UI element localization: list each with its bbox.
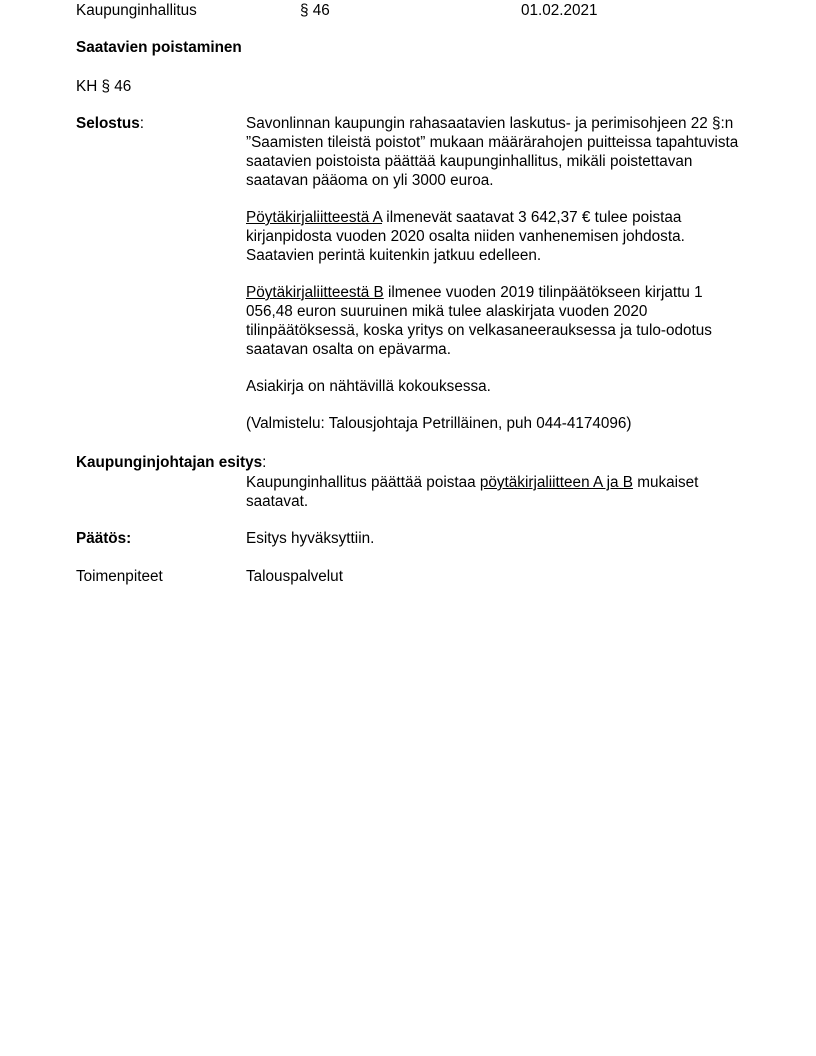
attachment-a-link[interactable]: Pöytäkirjaliitteestä A <box>246 209 383 226</box>
selostus-paragraph-4: Asiakirja on nähtävillä kokouksessa. <box>246 378 491 395</box>
paatos-text: Esitys hyväksyttiin. <box>246 530 375 547</box>
esitys-text-after: mukaiset saatavat. <box>246 474 699 510</box>
selostus-paragraph-2-text: ilmenevät saatavat 3 642,37 € tulee poistaa kirjanpidosta vuoden 2020 osalta niiden vanhenemisen johdosta. Saatavien perintä kuitenkin jatkuu edelleen. <box>246 209 685 264</box>
selostus-label-text: Selostus <box>76 115 140 132</box>
header-organization: Kaupunginhallitus <box>76 2 197 19</box>
selostus-paragraph-3 <box>246 283 746 359</box>
attachment-ab-link[interactable]: pöytäkirjaliitteen A ja B <box>479 474 633 491</box>
selostus-content <box>246 114 746 433</box>
header-section-number: § 46 <box>300 2 330 19</box>
section-reference: KH § 46 <box>76 78 132 95</box>
selostus-paragraph-5: (Valmistelu: Talousjohtaja Petrilläinen, puh 044-4174096) <box>246 415 632 432</box>
toimenpiteet-text: Talouspalvelut <box>246 568 343 585</box>
esitys-text-before: Kaupunginhallitus päättää poistaa <box>246 474 480 491</box>
attachment-b-link[interactable]: Pöytäkirjaliitteestä B <box>246 284 384 301</box>
selostus-label <box>76 114 144 133</box>
paatos-label-text: Päätös: <box>76 530 132 547</box>
header-date: 01.02.2021 <box>521 2 598 19</box>
selostus-paragraph-3-text: ilmenee vuoden 2019 tilinpäätökseen kirjattu 1 056,48 euron suuruinen mikä tulee alaskirjata vuoden 2020 tilinpäätöksessä, koska yritys on velkasaneerauksessa ja tulo-odotus saatavan osalta on epävarma. <box>246 284 712 358</box>
esitys-paragraph <box>246 473 746 511</box>
selostus-label-colon: : <box>139 115 145 132</box>
esitys-label-colon: : <box>262 454 267 471</box>
selostus-paragraph-1: Savonlinnan kaupungin rahasaatavien laskutus- ja perimisohjeen 22 §:n ”Saamisten tileistä poistot” mukaan määrärahojen puitteissa tapahtuvista saatavien poistoista päättää kaupunginhallitus, mikäli poistettavan saatavan pääoma on yli 3000 euroa. <box>246 115 739 189</box>
toimenpiteet-label: Toimenpiteet <box>76 568 163 585</box>
paatos-label <box>76 529 131 548</box>
esitys-label-text: Kaupunginjohtajan esitys <box>76 454 263 471</box>
selostus-paragraph-2 <box>246 208 746 265</box>
document-title: Saatavien poistaminen <box>76 39 242 56</box>
esitys-label <box>76 453 266 472</box>
esitys-content <box>246 473 746 511</box>
